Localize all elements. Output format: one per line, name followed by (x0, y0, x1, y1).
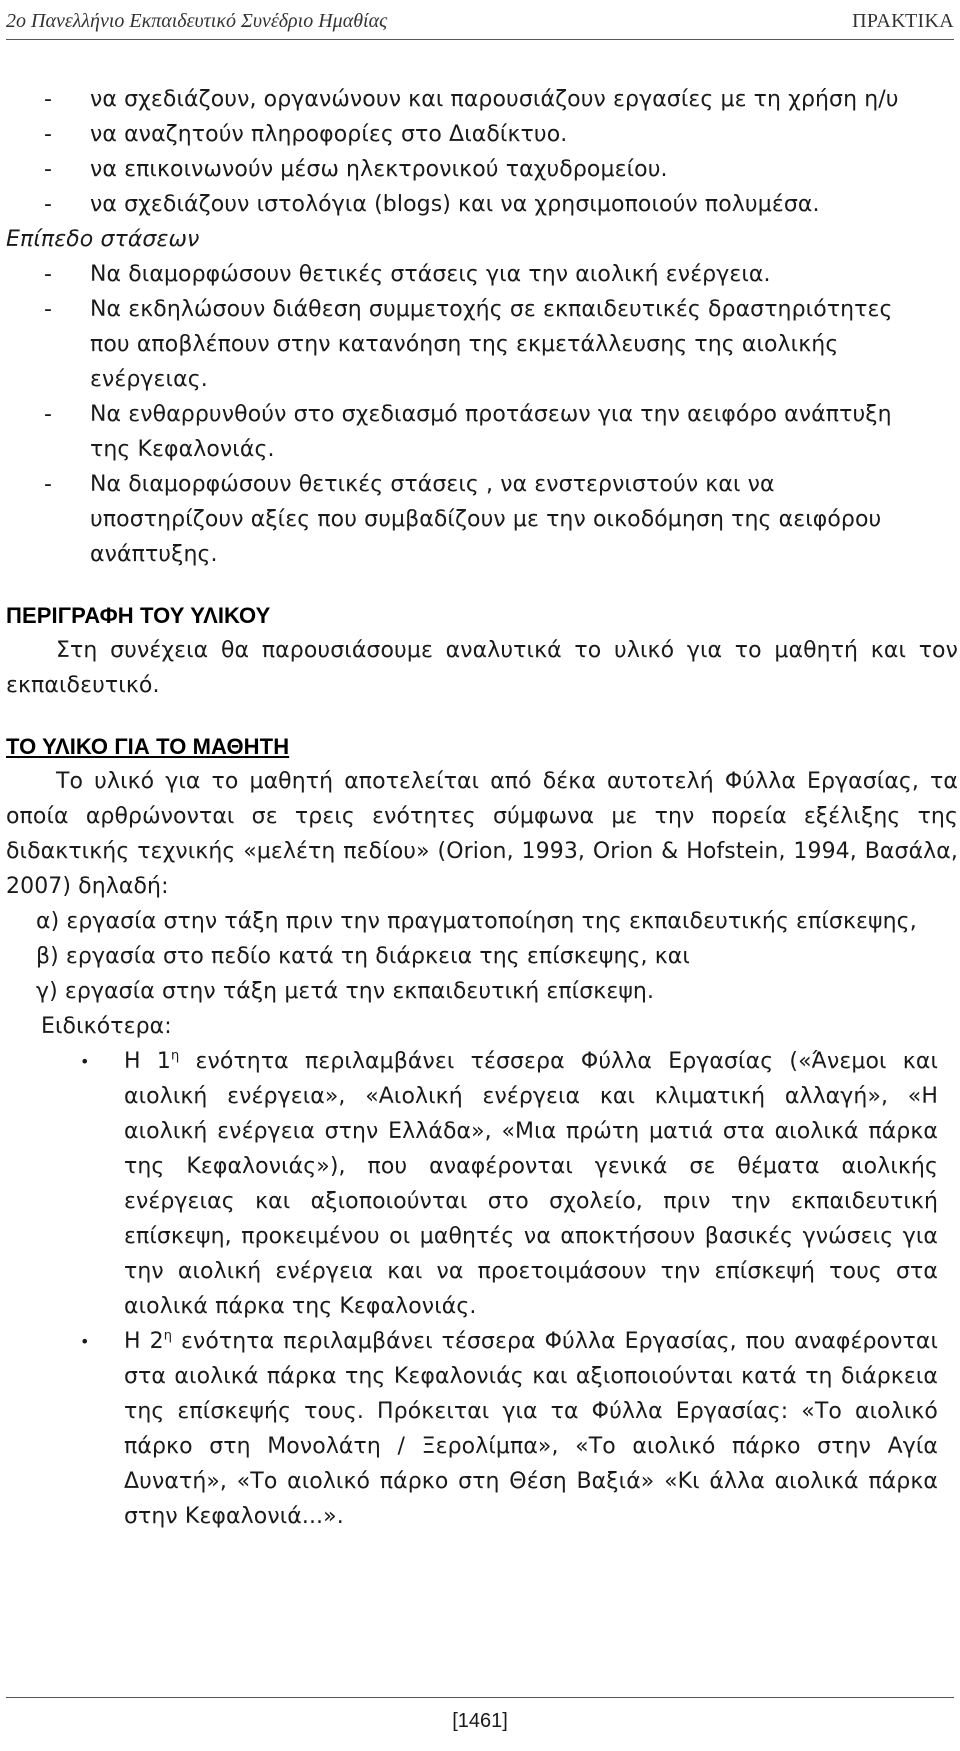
material-heading: ΠΕΡΙΓΡΑΦΗ ΤΟΥ ΥΛΙΚΟΥ (6, 603, 271, 628)
list-item: • Η $2^\eta$ ενότητα περιλαμβάνει τέσσερα Φύλλα Εργασίας, που αναφέρονται στα αιολικά πάρκα της Κεφαλονιάς και αξιοποιούνται κατά τη διάρκεια της επίσκεψής τους. Πρόκειται για τα Φύλλα Εργασίας: «Το αιολικό πάρκο στη Μονολάτη / Ξερολίμπα», «Το αιολικό πάρκο στην Αγία Δυνατή», «Το αιολικό πάρκο στη Θέση Βαξιά» «Κι άλλα αιολικά πάρκα στην Κεφαλονιά...». (6, 1324, 958, 1534)
list-item: - να επικοινωνούν μέσω ηλεκτρονικού ταχυδρομείου. (44, 157, 668, 182)
list-item: • Η $1^\eta$ ενότητα περιλαμβάνει τέσσερα Φύλλα Εργασίας («Άνεμοι και αιολική ενέργεια», «Αιολική ενέργεια και κλιματική αλλαγή», «Η αιολική ενέργεια στην Ελλάδα», «Μια πρώτη ματιά στα αιολικά πάρκα της Κεφαλονιάς»), που αναφέρονται γενικά σε θέματα αιολικής ενέργειας και αξιοποιούνται στο σχολείο, πριν την εκπαιδευτική επίσκεψη, προκειμένου οι μαθητές να αποκτήσουν βασικές γνώσεις για την αιολική ενέργεια και να προετοιμάσουν την επίσκεψή τους στα αιολικά πάρκα της Κεφαλονιάς. (6, 1044, 958, 1324)
list-item: - Να διαμορφώσουν θετικές στάσεις για την αιολική ενέργεια. (44, 262, 771, 287)
page-number: [1461] (452, 1710, 508, 1732)
attitudes-list (6, 257, 958, 572)
specifically-label: Ειδικότερα: (41, 1014, 172, 1039)
bullet-icon: • (80, 1052, 90, 1071)
footer-divider (6, 1697, 954, 1698)
list-item: - να σχεδιάζουν, οργανώνουν και παρουσιάζουν εργασίες με τη χρήση η/υ (44, 87, 899, 112)
list-item: - να σχεδιάζουν ιστολόγια (blogs) και να χρησιμοποιούν πολυμέσα. (44, 192, 820, 217)
list-item: - να αναζητούν πληροφορίες στο Διαδίκτυο. (44, 122, 568, 147)
page-header (6, 0, 954, 40)
bullet-icon: • (80, 1332, 90, 1351)
student-material-heading: ΤΟ ΥΛΙΚΟ ΓΙΑ ΤΟ ΜΑΘΗΤΗ (6, 734, 290, 759)
attitudes-title: Επίπεδο στάσεων (6, 227, 200, 252)
skills-list (6, 82, 958, 222)
material-paragraph: Στη συνέχεια θα παρουσιάσουμε αναλυτικά το υλικό για το μαθητή και τον εκπαιδευτικό. (6, 638, 958, 698)
stage-a: α) εργασία στην τάξη πριν την πραγματοποίηση της εκπαιδευτικής επίσκεψης, (36, 909, 917, 934)
stage-c: γ) εργασία στην τάξη μετά την εκπαιδευτική επίσκεψη. (36, 979, 655, 1004)
list-item: - Να εκδηλώσουν διάθεση συμμετοχής σε εκπαιδευτικές δραστηριότητες που αποβλέπουν στην κατανόηση της εκμετάλλευσης της αιολικής ενέργειας. (44, 297, 893, 392)
stage-b: β) εργασία στο πεδίο κατά τη διάρκεια της επίσκεψης, και (36, 944, 690, 969)
conference-title: 2ο Πανελλήνιο Εκπαιδευτικό Συνέδριο Ημαθίας (6, 10, 388, 32)
units-bullet-list (6, 1044, 958, 1534)
list-item: - Να διαμορφώσουν θετικές στάσεις , να ενστερνιστούν και να υποστηρίζουν αξίες που συμβαδίζουν με την οικοδόμηση της αειφόρου ανάπτυξης. (44, 472, 882, 567)
document-body (6, 82, 958, 1534)
proceedings-label: ΠΡΑΚΤΙΚΑ (852, 10, 954, 32)
student-intro-paragraph: Το υλικό για το μαθητή αποτελείται από δέκα αυτοτελή Φύλλα Εργασίας, τα οποία αρθρώνονται σε τρεις ενότητες σύμφωνα με την πορεία εξέλιξης της διδακτικής τεχνικής «μελέτη πεδίου» (Orion, 1993, Orion & Hofstein, 1994, Βασάλα, 2007) δηλαδή: (6, 769, 958, 899)
list-item: - Να ενθαρρυνθούν στο σχεδιασμό προτάσεων για την αειφόρο ανάπτυξη της Κεφαλονιάς. (44, 402, 892, 462)
